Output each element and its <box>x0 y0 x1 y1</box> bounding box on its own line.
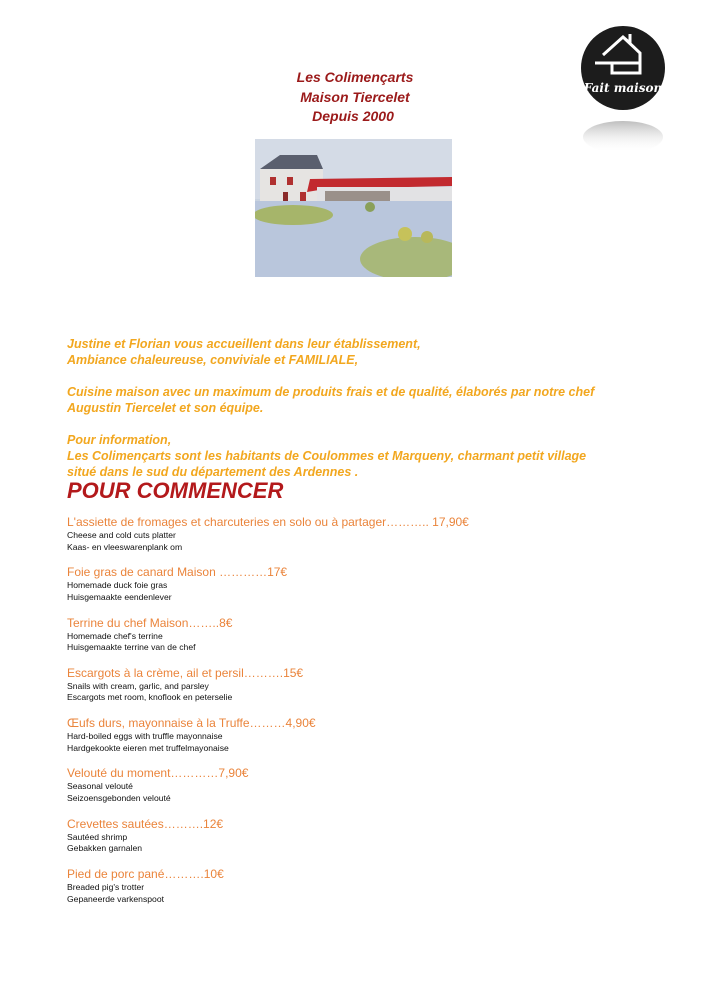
item-name-price: Escargots à la crème, ail et persil……….15€ <box>67 665 304 680</box>
menu-item <box>67 817 469 867</box>
item-dutch: Escargots met room, knoflook en peterselie <box>67 692 233 703</box>
item-english: Snails with cream, garlic, and parsley <box>67 680 209 691</box>
restaurant-painting <box>255 139 452 277</box>
restaurant-house: Maison Tiercelet <box>300 88 410 105</box>
fait-maison-logo <box>580 25 666 165</box>
item-dutch: Seizoensgebonden velouté <box>67 792 171 803</box>
item-english: Cheese and cold cuts platter <box>67 530 176 540</box>
intro-line: Cuisine maison avec un maximum de produits frais et de qualité, élaborés par notre chef <box>67 385 595 399</box>
item-name-price: Terrine du chef Maison……..8€ <box>67 615 233 630</box>
intro-line: Augustin Tiercelet et son équipe. <box>67 401 264 415</box>
menu-item <box>67 716 469 766</box>
item-name-price: Velouté du moment…………7,90€ <box>67 766 249 781</box>
intro-line: Les Colimençarts sont les habitants de Coulommes et Marqueny, charmant petit village <box>67 449 587 463</box>
item-name-price: Crevettes sautées……….12€ <box>67 816 224 831</box>
item-english: Seasonal velouté <box>67 781 133 792</box>
item-dutch: Gebakken garnalen <box>67 843 143 854</box>
menu-item <box>67 867 469 917</box>
item-english: Sautéed shrimp <box>67 831 128 842</box>
menu-item <box>67 766 469 816</box>
item-name-price: Foie gras de canard Maison …………17€ <box>67 565 288 580</box>
intro-line: Justine et Florian vous accueillent dans leur établissement, <box>67 337 421 351</box>
section-heading: POUR COMMENCER <box>67 478 284 503</box>
item-name-price: Pied de porc pané……….10€ <box>67 867 224 882</box>
intro-text <box>67 320 667 496</box>
item-dutch: Gepaneerde varkenspoot <box>67 893 164 904</box>
item-name-price: L'assiette de fromages et charcuteries en solo ou à partager……….. 17,90€ <box>67 515 469 529</box>
item-dutch: Kaas- en vleeswarenplank om <box>67 541 183 552</box>
item-english: Hard-boiled eggs with truffle mayonnaise <box>67 731 223 742</box>
menu-item <box>67 666 469 716</box>
restaurant-name: Les Colimençarts <box>296 69 414 85</box>
item-dutch: Hardgekookte eieren met truffelmayonaise <box>67 742 229 753</box>
menu-item <box>67 616 469 666</box>
item-dutch: Huisgemaakte terrine van de chef <box>67 642 196 653</box>
intro-line: situé dans le sud du département des Ardennes . <box>67 465 359 479</box>
item-english: Breaded pig's trotter <box>67 882 145 893</box>
menu-item <box>67 515 469 565</box>
menu-list <box>67 515 469 917</box>
restaurant-since: Depuis 2000 <box>312 108 394 124</box>
intro-line: Ambiance chaleureuse, conviviale et FAMILIALE, <box>67 353 359 367</box>
menu-item <box>67 565 469 615</box>
restaurant-title <box>250 68 460 127</box>
intro-line: Pour information, <box>67 433 172 447</box>
item-name-price: Œufs durs, mayonnaise à la Truffe………4,90€ <box>67 716 316 731</box>
item-english: Homemade duck foie gras <box>67 580 168 591</box>
item-dutch: Huisgemaakte eendenlever <box>67 591 172 602</box>
svg-text:Fait maison: Fait maison <box>583 81 663 95</box>
item-english: Homemade chef's terrine <box>67 630 163 641</box>
